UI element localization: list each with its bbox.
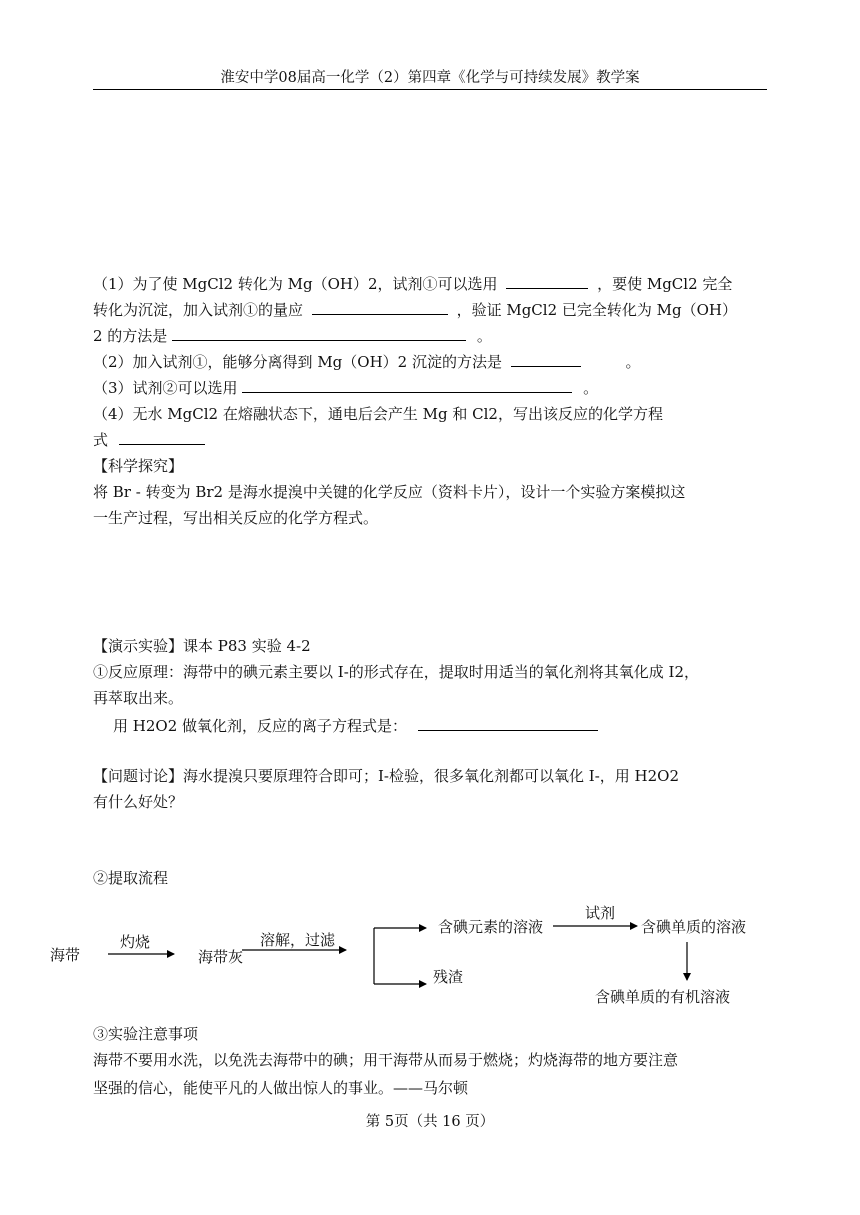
flow-iodide-solution: 含碘元素的溶液 [438,918,544,936]
flow-organic-solution: 含碘单质的有机溶液 [595,988,731,1006]
question-2-text: （2）加入试剂①，能够分离得到 Mg（OH）2 沉淀的方法是 [93,353,502,371]
demo-principle-line-1: ①反应原理：海带中的碘元素主要以 I-的形式存在，提取时用适当的氧化剂将其氧化成 I2， [93,663,700,681]
flow-ash: 海带灰 [198,948,244,966]
question-1-text-f: 。 [476,327,492,345]
discussion-line-2: 有什么好处？ [93,793,184,811]
science-line-1: 将 Br - 转变为 Br2 是海水提溴中关键的化学反应（资料卡片），设计一个实验方案模拟这 [93,483,686,501]
science-heading: 【科学探究】 [93,457,184,475]
notes-line-1: 海带不要用水洗，以免洗去海带中的碘；用干海带从而易于燃烧；灼烧海带的地方要注意 [93,1051,679,1069]
flow-residue: 残渣 [433,968,464,986]
question-1-text-a: （1）为了使 MgCl2 转化为 Mg（OH）2，试剂①可以选用 [93,275,498,293]
flow-burn-label: 灼烧 [120,933,151,951]
page-header: 淮安中学08届高一化学（2）第四章《化学与可持续发展》教学案 [93,68,767,90]
demo-equation-text: 用 H2O2 做氧化剂，反应的离子方程式是： [113,717,408,735]
page-footer: 第 5页（共 16 页） [365,1114,495,1130]
question-2-end: 。 [625,353,641,371]
science-line-2: 一生产过程，写出相关反应的化学方程式。 [93,509,379,527]
question-4-text: 式 [93,431,109,449]
demo-heading: 【演示实验】课本 P83 实验 4-2 [93,637,311,655]
notes-heading: ③实验注意事项 [93,1025,199,1043]
question-3-end: 。 [583,379,599,397]
flow-seaweed: 海带 [50,946,81,964]
discussion-line-1: 【问题讨论】海水提溴只要原理符合即可；I-检验，很多氧化剂都可以氧化 I-，用 H2O2 [93,767,679,785]
question-1-text-e: 2 的方法是 [93,327,168,345]
question-4-line-1: （4）无水 MgCl2 在熔融状态下，通电后会产生 Mg 和 Cl2，写出该反应的化学方程 [93,405,663,423]
question-1-text-b: ，要使 MgCl2 完全 [597,275,733,293]
question-1-text-d: ，验证 MgCl2 已完全转化为 Mg（OH） [456,301,738,319]
question-1-text-c: 转化为沉淀，加入试剂①的量应 [93,301,304,319]
flow-heading: ②提取流程 [93,869,169,887]
flow-iodine-solution: 含碘单质的溶液 [641,918,747,936]
flow-reagent-label: 试剂 [585,904,616,922]
notes-line-2: 坚强的信心，能使平凡的人做出惊人的事业。——马尔顿 [93,1079,469,1097]
question-3-text: （3）试剂②可以选用 [93,379,238,397]
flow-dissolve-label: 溶解，过滤 [260,931,336,949]
demo-principle-line-2: 再萃取出来。 [93,689,184,707]
